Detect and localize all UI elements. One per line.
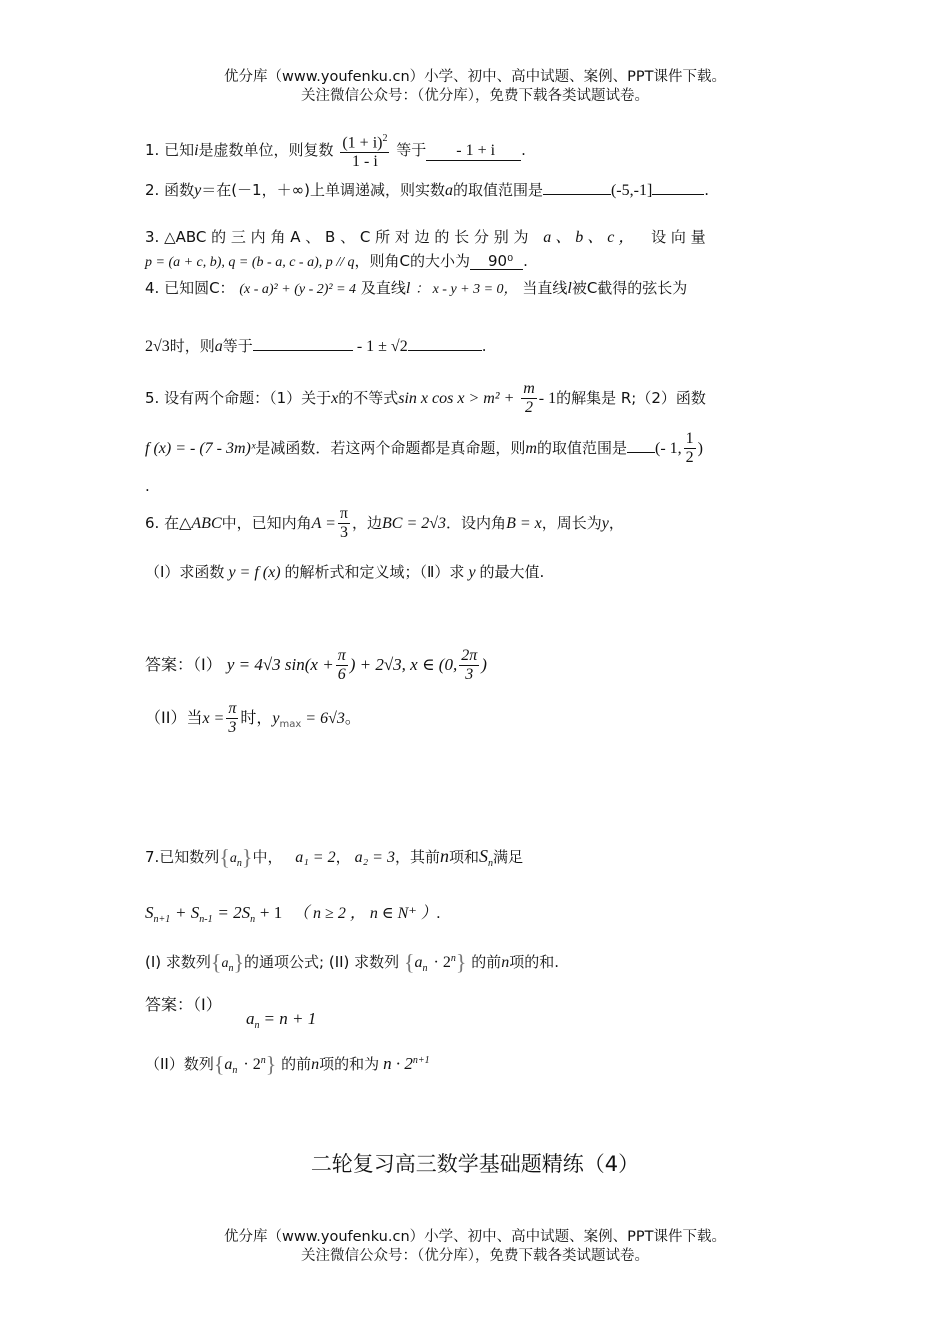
- q7-seq-2: · 2: [433, 954, 451, 971]
- q7-a2: a₂ = 3: [354, 849, 395, 866]
- ans6-pi-2: π: [228, 700, 237, 717]
- q2-text: 2. 函数: [145, 181, 195, 199]
- q5-text-2: 的不等式: [338, 389, 399, 407]
- q4-circle: (x - a)² + (y - 2)² = 4: [239, 282, 357, 297]
- footer-line-2: 关注微信公众号：（优分库），免费下载各类试题试卷。: [301, 1248, 649, 1264]
- q7-seq-exp: n: [450, 953, 456, 964]
- q3-text-2: ，则角C的大小为: [354, 252, 471, 270]
- question-7-line-1: [145, 840, 810, 872]
- ans6-frac-1: [336, 647, 348, 684]
- q7-condition: （ n ≥ 2 ， n ∈ N⁺ ）.: [293, 905, 441, 922]
- answer-7-line-2: [145, 1044, 810, 1078]
- q5-frac-den: 2: [524, 399, 533, 416]
- q5-text-4: 是减函数．若这两个命题都是真命题，则: [255, 439, 526, 457]
- q4-text-2: 及直线: [360, 279, 406, 297]
- ans7-result-exp: n+1: [412, 1055, 430, 1066]
- q4-end: .: [481, 337, 487, 355]
- q2-a: a: [444, 182, 453, 199]
- q7-text: 7.已知数列: [145, 848, 220, 866]
- q7-rec-sub-1: n+1: [153, 914, 171, 925]
- q7-sub-brace-left-icon: {: [210, 949, 222, 975]
- q7-n-sub: n: [236, 858, 242, 869]
- q4-l: l: [405, 280, 411, 297]
- question-2: [145, 176, 810, 204]
- ans6-frac-2: [459, 647, 479, 684]
- q6-three: 3: [339, 524, 348, 541]
- ans7-seq-sub: n: [232, 1065, 238, 1076]
- q7-rec-plus: + 1: [259, 903, 283, 922]
- footer-line-1: 优分库（www.youfenku.cn）小学、初中、高中试题、案例、PPT课件下载。: [224, 1229, 726, 1245]
- q3-vars: a 、 b 、 c ，: [543, 229, 635, 246]
- page-header: [0, 68, 950, 106]
- q2-blank-1: [543, 194, 611, 195]
- q4-text-3: 当直线: [522, 279, 568, 297]
- ans6-pi: π: [337, 647, 346, 664]
- ans6-val: = 6√3: [305, 710, 345, 727]
- q3-text: 3. △ABC 的 三 内 角 A 、 B 、 C 所 对 边 的 长 分 别 为: [145, 228, 529, 246]
- q7-seq-n: n: [422, 963, 428, 974]
- q3-vectors: p = (a + c, b), q = (b - a, c - a), p // q: [145, 255, 355, 270]
- q6-func: y = f (x): [228, 564, 281, 581]
- q7-sub-1b: 的通项公式; (II) 求数列: [244, 953, 400, 971]
- q1-end: .: [521, 141, 526, 160]
- q4-text: 4. 已知圆C：: [145, 279, 235, 297]
- answer-6-line-1: [145, 642, 810, 688]
- q7-brace-right-icon: }: [241, 844, 253, 870]
- q1-text: 1. 已知: [145, 141, 195, 160]
- q7-seq-brace-left-icon: {: [403, 949, 415, 975]
- q2-end: .: [704, 181, 710, 199]
- q4-answer: - 1 ± √2: [352, 338, 408, 355]
- q4-text-6: 等于: [222, 337, 253, 355]
- ans7-n: n: [311, 1056, 320, 1073]
- q6-text-4: ．设内角: [446, 514, 507, 532]
- q5-blank: [627, 452, 655, 453]
- ans7-brace-right-icon: }: [265, 1051, 277, 1077]
- q6-sub-text: （Ⅰ）求函数: [145, 563, 225, 581]
- ans7-result: n · 2: [383, 1054, 413, 1073]
- q5-fx: f (x) = - (7 - 3m)ˣ: [145, 440, 256, 457]
- ans6-twopi: 2π: [461, 647, 478, 664]
- q4-blank-2: [408, 350, 482, 351]
- ans6-expr-2: ) + 2√3, x ∈ (0,: [349, 655, 458, 674]
- q4-chord: 2√3: [145, 338, 170, 355]
- q6-sub-y: y: [468, 564, 476, 581]
- q5-answer-left: (- 1,: [654, 440, 682, 457]
- q7-text-3: ，其前: [394, 848, 440, 866]
- question-5-line-1: [145, 378, 810, 418]
- q7-rec-S1: S: [145, 903, 154, 922]
- q4-blank-1: [253, 350, 353, 351]
- question-3-line-1: [145, 225, 810, 249]
- q4-a: a: [214, 338, 223, 355]
- q5-ineq-right: - 1: [538, 390, 557, 407]
- ans6-max: max: [279, 719, 302, 731]
- question-4-line-2: [145, 330, 810, 362]
- question-5-end: [145, 476, 810, 496]
- q7-S: S: [479, 846, 488, 866]
- ans6-six: 6: [337, 666, 346, 683]
- ans7-seq-exp: n: [260, 1055, 266, 1066]
- ans6-three-2: 3: [228, 719, 237, 736]
- ans7-a-sub: n: [254, 1020, 260, 1031]
- q6-pi: π: [339, 505, 348, 522]
- q1-fraction: [340, 130, 389, 171]
- q5-answer-den: 2: [685, 449, 694, 466]
- q7-rec-S2: + S: [175, 903, 200, 922]
- q6-text-3: ，边: [352, 514, 383, 532]
- ans6-expr-3: ): [481, 655, 487, 674]
- ans7-formula: = n + 1: [263, 1009, 317, 1028]
- answer-6-line-2: [145, 696, 810, 740]
- ans7-seq-2: · 2: [243, 1056, 261, 1073]
- q5-answer-right: ): [697, 440, 703, 457]
- ans6-ymax: y: [272, 710, 280, 727]
- q7-sub-4: 项的和.: [509, 953, 559, 971]
- q7-rec-sub-2: n-1: [199, 914, 213, 925]
- q6-triangle: △ABC: [179, 515, 222, 532]
- section-title: 二轮复习高三数学基础题精练（4）: [310, 1152, 640, 1176]
- q7-seq-a: a: [414, 954, 423, 971]
- q6-text: 6. 在: [145, 514, 180, 532]
- q7-n: n: [439, 846, 449, 866]
- q5-text: 5. 设有两个命题：（1）关于: [145, 389, 332, 407]
- q5-fraction: [521, 380, 537, 417]
- q7-an: a: [229, 851, 237, 866]
- ans6-part2: （II）当: [145, 708, 203, 727]
- q7-sub-brace-right-icon: }: [233, 949, 245, 975]
- q6-bc: BC = 2√3: [382, 515, 447, 532]
- ans7-label: 答案：（I）: [145, 995, 222, 1014]
- q5-answer-fraction: [684, 430, 696, 467]
- q5-answer-num: 1: [685, 430, 694, 447]
- q6-text-2: 中，已知内角: [221, 514, 312, 532]
- ans6-frac-3: [226, 700, 238, 737]
- q1-answer-text: - 1 + i: [452, 142, 496, 160]
- header-line-1: 优分库（www.youfenku.cn）小学、初中、高中试题、案例、PPT课件下载。: [224, 69, 726, 85]
- q7-S-sub: n: [488, 858, 493, 869]
- q6-end: ，: [608, 514, 624, 532]
- q7-rec-S3: = 2S: [217, 903, 251, 922]
- q4-text-5: 时，则: [169, 337, 215, 355]
- q7-sub-3: 的前: [471, 953, 502, 971]
- q2-blank-2: [652, 194, 704, 195]
- q7-sub-1: (I) 求数列: [145, 953, 211, 971]
- q7-sub-an: a: [221, 956, 229, 971]
- ans6-expr-1: y = 4√3 sin(x +: [226, 655, 334, 674]
- page-footer: [0, 1228, 950, 1266]
- ans7-mid-2: 项的和为: [319, 1055, 380, 1073]
- q7-rec-sub-3: n: [250, 914, 256, 925]
- ans7-brace-left-icon: {: [213, 1051, 225, 1077]
- q6-fraction: [338, 505, 350, 542]
- q5-m: m: [525, 440, 537, 457]
- q2-y: y: [194, 182, 202, 199]
- q7-sub-n: n: [228, 963, 234, 974]
- question-6-line-2: [145, 556, 810, 588]
- q3-end: .: [523, 252, 528, 270]
- ans7-mid: 的前: [281, 1055, 312, 1073]
- q5-x: x: [331, 390, 339, 407]
- question-3-line-2: [145, 250, 810, 272]
- q1-num: (1 + i): [342, 134, 383, 152]
- question-1: [145, 130, 810, 170]
- q4-line-eq: ： x - y + 3 = 0，: [415, 282, 518, 297]
- q1-sup: 2: [382, 133, 388, 144]
- ans6-x-eq: x =: [202, 710, 225, 727]
- header-line-2: 关注微信公众号：（优分库），免费下载各类试题试卷。: [301, 88, 649, 104]
- q3-tail: 设 向 量: [651, 228, 706, 246]
- question-5-line-2: [145, 428, 810, 468]
- q2-answer: (-5,-1]: [610, 182, 653, 199]
- q6-sub-text-2: 的解析式和定义域；（Ⅱ）求: [284, 563, 465, 581]
- q6-text-5: ，周长为: [541, 514, 602, 532]
- q3-answer: 90⁰: [470, 253, 523, 270]
- q7-comma: ，: [335, 848, 351, 866]
- q5-ineq-left: sin x cos x > m² +: [398, 390, 515, 407]
- q5-text-3: 的解集是 R;（2）函数: [556, 389, 706, 407]
- q6-B: B = x: [506, 515, 542, 532]
- q6-y: y: [601, 515, 609, 532]
- ans6-three: 3: [465, 666, 474, 683]
- q7-sub-n-var: n: [501, 954, 510, 971]
- q7-text-4: 项和: [448, 848, 479, 866]
- question-7-line-3: [145, 942, 810, 976]
- q5-text-5: 的取值范围是: [536, 439, 627, 457]
- ans6-when: 时，: [240, 708, 273, 727]
- answer-7-formula: [246, 1004, 546, 1034]
- q7-brace-left-icon: {: [219, 844, 230, 870]
- q6-A: A =: [311, 515, 336, 532]
- ans7-a: a: [246, 1009, 255, 1028]
- ans7-part2: （II）数列: [145, 1055, 214, 1073]
- q7-a1: a₁ = 2: [295, 849, 336, 866]
- ans6-end: 。: [344, 708, 361, 727]
- q7-text-5: 满足: [493, 848, 524, 866]
- q7-text-2: 中，: [252, 848, 283, 866]
- q1-text-3: 等于: [396, 141, 427, 160]
- q1-text-2: 是虚数单位，则复数: [198, 141, 334, 160]
- q1-i: i: [194, 142, 199, 160]
- q2-text-3: 的取值范围是: [452, 181, 543, 199]
- question-4-line-1: [145, 274, 810, 302]
- question-6-line-1: [145, 502, 810, 544]
- q1-answer: [426, 142, 521, 161]
- ans7-seq-a: a: [224, 1056, 233, 1073]
- q2-text-2: ＝在(－1，＋∞)上单调递减，则实数: [201, 181, 445, 199]
- q5-frac-num: m: [523, 380, 535, 397]
- q1-den: 1 - i: [352, 153, 378, 171]
- question-7-line-2: [145, 896, 810, 930]
- q6-sub-end: 的最大值.: [479, 563, 545, 581]
- q4-l-2: l: [567, 280, 572, 297]
- ans6-label: 答案：（I）: [145, 655, 222, 674]
- q5-end: .: [145, 477, 150, 495]
- q7-seq-brace-right-icon: }: [455, 949, 467, 975]
- q4-text-4: 被C截得的弦长为: [571, 279, 688, 297]
